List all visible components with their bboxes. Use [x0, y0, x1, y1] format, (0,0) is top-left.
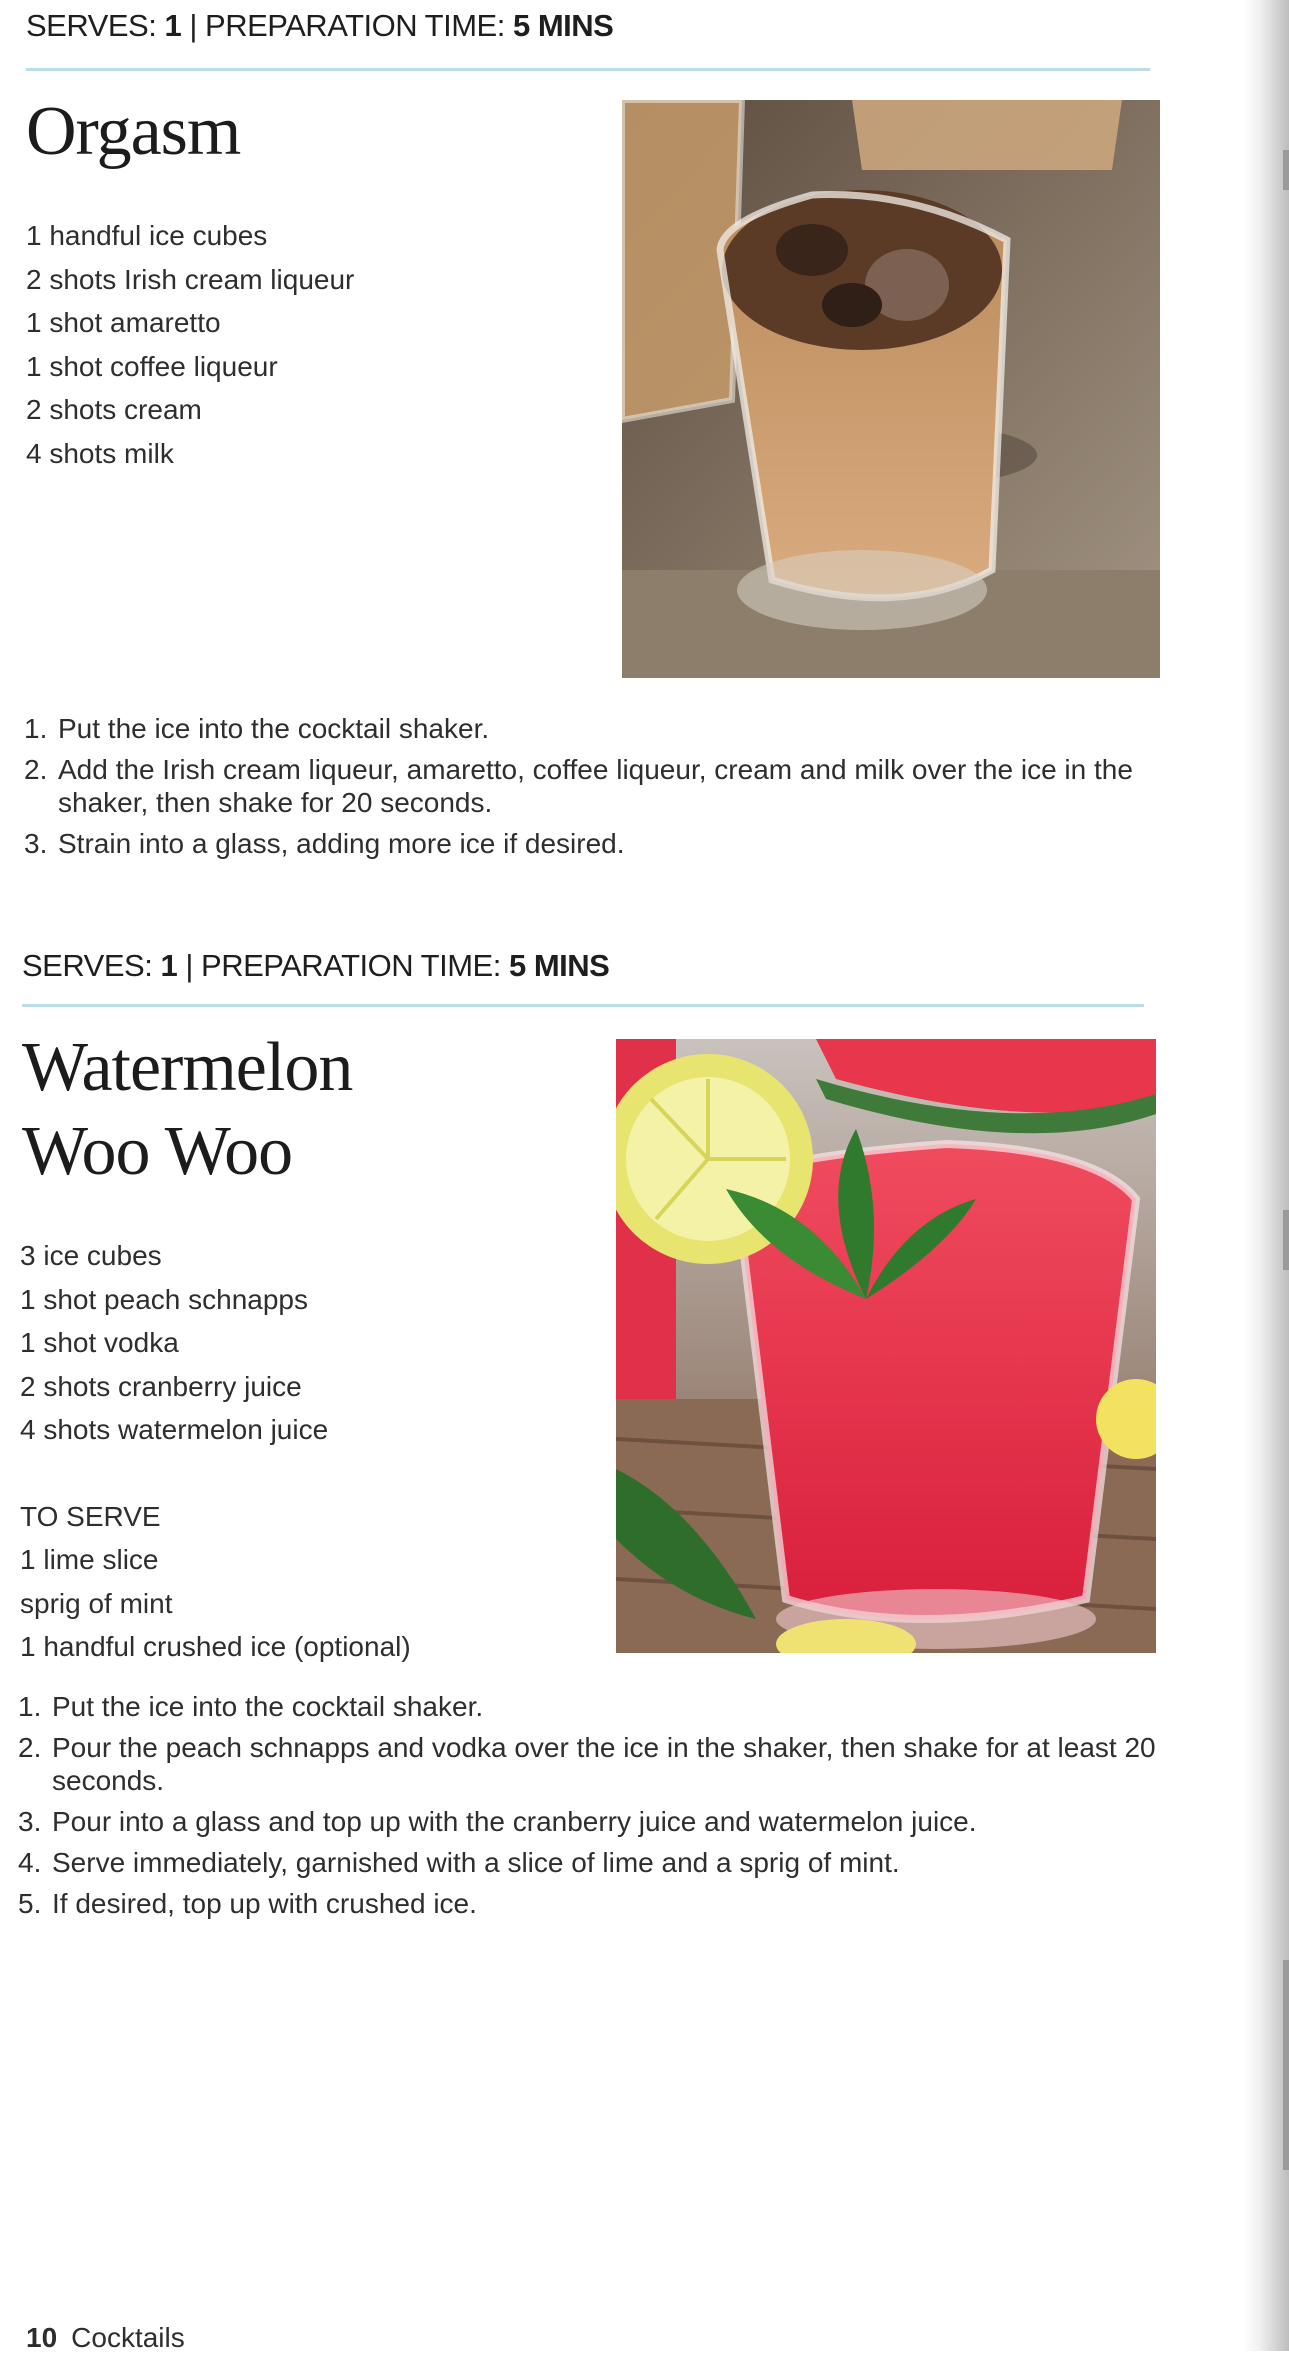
- method-step: [18, 1731, 1158, 1797]
- method-steps: [24, 712, 1164, 868]
- recipe-meta: [26, 8, 613, 44]
- method-step: [24, 827, 1164, 860]
- step-text: Pour into a glass and top up with the cranberry juice and watermelon juice.: [52, 1806, 977, 1837]
- page-edge-mark: [1283, 1210, 1289, 1270]
- ingredient-list: [26, 214, 354, 475]
- section-name: Cocktails: [71, 2322, 185, 2353]
- step-number: 2.: [18, 1732, 42, 1763]
- ingredient-list: [20, 1234, 411, 1669]
- ingredient-item: 3 ice cubes: [20, 1240, 162, 1271]
- method-step: [18, 1887, 1158, 1920]
- page-edge-mark: [1283, 1960, 1289, 2170]
- step-number: 4.: [18, 1847, 42, 1878]
- header-rule: [26, 68, 1150, 71]
- serves-value: 1: [160, 948, 178, 983]
- step-text: Serve immediately, garnished with a slice of lime and a sprig of mint.: [52, 1847, 900, 1878]
- step-number: 3.: [24, 828, 48, 859]
- to-serve-item: sprig of mint: [20, 1587, 173, 1619]
- ingredient-item: 2 shots cream: [26, 394, 202, 425]
- page-edge-shadow: [1243, 0, 1289, 2351]
- step-number: 3.: [18, 1806, 42, 1837]
- page-edge-mark: [1283, 150, 1289, 190]
- method-step: [24, 712, 1164, 745]
- serves-label: SERVES:: [22, 948, 153, 983]
- serves-value: 1: [164, 8, 182, 43]
- recipe-title: [22, 1026, 582, 1194]
- method-steps: [18, 1690, 1158, 1928]
- cocktail-photo: [622, 100, 1160, 678]
- method-step: [18, 1690, 1158, 1723]
- step-text: Pour the peach schnapps and vodka over the ice in the shaker, then shake for at least 20 seconds.: [52, 1732, 1156, 1796]
- ingredient-item: 1 shot vodka: [20, 1327, 179, 1358]
- ingredient-item: 2 shots Irish cream liqueur: [26, 263, 355, 295]
- method-step: [24, 753, 1164, 819]
- serves-label: SERVES:: [26, 8, 157, 43]
- recipe-title-line: Woo Woo: [22, 1113, 293, 1190]
- list-spacer: [20, 1452, 411, 1495]
- meta-separator: |: [189, 8, 197, 43]
- cocktail-photo: [616, 1039, 1156, 1653]
- ingredient-item: 1 shot coffee liqueur: [26, 350, 278, 382]
- step-text: Strain into a glass, adding more ice if desired.: [58, 828, 625, 859]
- ingredient-item: 1 shot amaretto: [26, 307, 221, 338]
- method-step: [18, 1805, 1158, 1838]
- ingredient-item: 4 shots milk: [26, 437, 174, 469]
- step-text: Put the ice into the cocktail shaker.: [52, 1691, 484, 1722]
- page-footer: [26, 2322, 185, 2354]
- prep-time-value: 5 MINS: [512, 8, 614, 43]
- ingredient-item: 4 shots watermelon juice: [20, 1414, 329, 1445]
- step-number: 1.: [18, 1691, 42, 1722]
- ingredient-item: 2 shots cranberry juice: [20, 1370, 302, 1402]
- step-text: If desired, top up with crushed ice.: [52, 1888, 477, 1919]
- recipe-title-line: Orgasm: [26, 93, 241, 170]
- prep-time-value: 5 MINS: [508, 948, 610, 983]
- method-step: [18, 1846, 1158, 1879]
- ingredient-item: 1 shot peach schnapps: [20, 1283, 308, 1315]
- header-rule: [22, 1004, 1144, 1007]
- step-text: Add the Irish cream liqueur, amaretto, coffee liqueur, cream and milk over the ice in the shaker, then shake for 20 seconds.: [58, 754, 1133, 818]
- to-serve-item: 1 lime slice: [20, 1544, 159, 1575]
- recipe-title-line: Watermelon: [22, 1029, 353, 1106]
- page-number: 10: [26, 2322, 58, 2353]
- recipe-title: [26, 90, 240, 174]
- recipe-meta: [22, 948, 609, 984]
- ingredient-item: 1 handful ice cubes: [26, 220, 268, 251]
- meta-separator: |: [185, 948, 193, 983]
- prep-time-label: PREPARATION TIME:: [201, 948, 501, 983]
- to-serve-item: 1 handful crushed ice (optional): [20, 1631, 411, 1662]
- step-number: 1.: [24, 713, 48, 744]
- iced-coffee-cocktail-image: [622, 100, 1160, 678]
- step-text: Put the ice into the cocktail shaker.: [58, 713, 490, 744]
- step-number: 5.: [18, 1888, 42, 1919]
- step-number: 2.: [24, 754, 48, 785]
- prep-time-label: PREPARATION TIME:: [205, 8, 505, 43]
- watermelon-cocktail-image: [616, 1039, 1156, 1653]
- to-serve-heading: TO SERVE: [20, 1500, 161, 1532]
